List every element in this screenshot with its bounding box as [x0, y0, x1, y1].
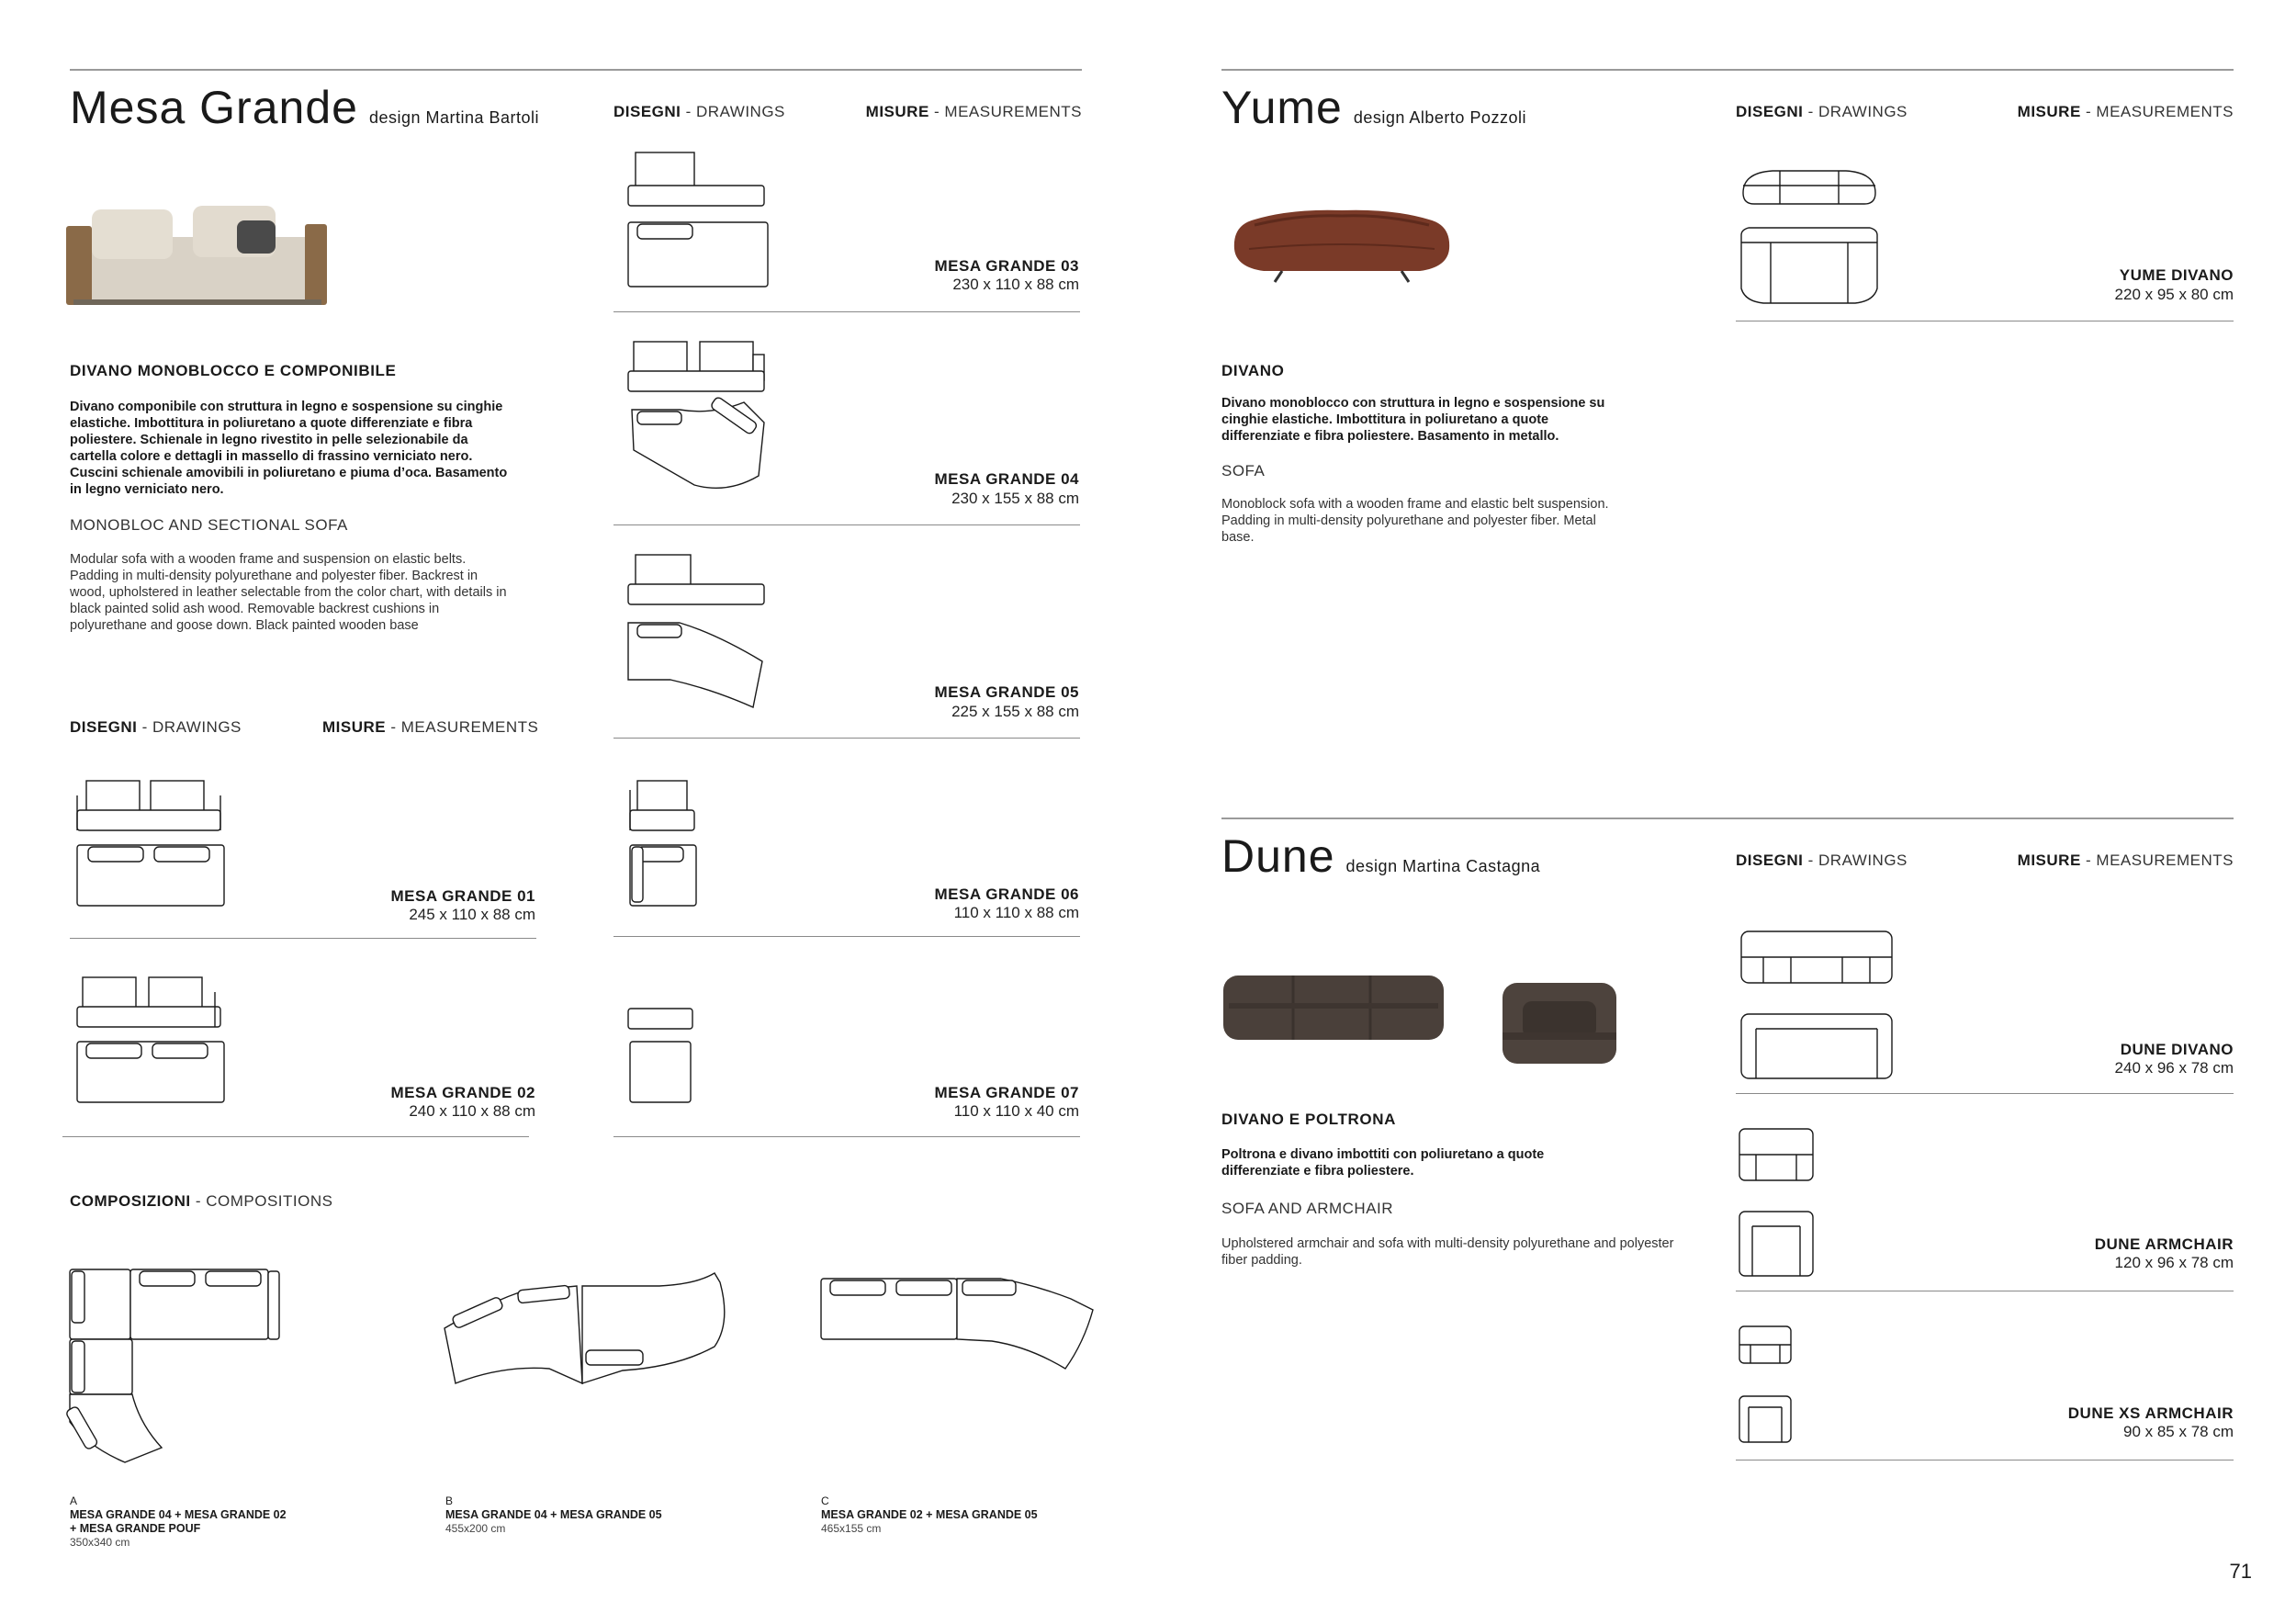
dune-measures-header: MISURE - MEASUREMENTS [2017, 851, 2234, 869]
composition-b-drawing [439, 1268, 742, 1387]
dune-armchair-dims: 120 x 96 x 78 cm [2114, 1254, 2234, 1271]
mesa-name: Mesa Grande [70, 82, 358, 133]
mesa-07-name: MESA GRANDE 07 [934, 1084, 1079, 1101]
mesa-06-name: MESA GRANDE 06 [934, 885, 1079, 903]
mesa-04-drawing [625, 338, 781, 503]
dune-en-title: SOFA AND ARMCHAIR [1221, 1200, 1394, 1217]
composition-b-name1: MESA GRANDE 04 + MESA GRANDE 05 [445, 1508, 662, 1521]
composition-a-letter: A [70, 1494, 78, 1507]
mesa-05-drawing [625, 551, 781, 716]
mesa-title [70, 81, 539, 134]
mesa-05-name: MESA GRANDE 05 [934, 683, 1079, 701]
mesa-07-rule [613, 1136, 1080, 1137]
mesa-01-drawing [70, 777, 235, 915]
mesa-02-dims: 240 x 110 x 88 cm [409, 1102, 535, 1120]
mesa-07-dims: 110 x 110 x 40 cm [953, 1102, 1079, 1120]
yume-it-title: DIVANO [1221, 362, 1285, 379]
mesa-03-drawing [625, 149, 781, 296]
composition-b-dims: 455x200 cm [445, 1522, 506, 1535]
mesa-measures-header: MISURE - MEASUREMENTS [865, 103, 1082, 120]
mesa-designer: design Martina Bartoli [368, 108, 540, 127]
yume-title [1221, 81, 1526, 134]
composition-a-name2: + MESA GRANDE POUF [70, 1522, 201, 1535]
mesa-07-drawing [625, 1005, 707, 1115]
dune-armchair-drawing [1736, 1125, 1818, 1281]
dune-title [1221, 829, 1540, 883]
composition-a-dims: 350x340 cm [70, 1536, 130, 1549]
yume-divano-name: YUME DIVANO [2119, 266, 2234, 284]
composition-c-drawing [817, 1268, 1102, 1387]
dune-it-title: DIVANO E POLTRONA [1221, 1111, 1396, 1128]
yume-divano-dims: 220 x 95 x 80 cm [2114, 286, 2234, 303]
composition-c-name1: MESA GRANDE 02 + MESA GRANDE 05 [821, 1508, 1038, 1521]
dune-divano-rule [1736, 1093, 2234, 1094]
mesa-01-rule [70, 938, 536, 939]
yume-it-text: Divano monoblocco con struttura in legno e sospensione su cinghie elastiche. Imbottitura in poliuretano a quote differenziate e fibra poliestere. Basamento in metallo. [1221, 396, 1605, 444]
yume-drawings-header: DISEGNI - DRAWINGS [1736, 103, 1908, 120]
dune-drawings-header: DISEGNI - DRAWINGS [1736, 851, 1908, 869]
mesa-it-text: Divano componibile con struttura in legno e sospensione su cinghie elastiche. Imbottitura in poliuretano a quote differenziate e fibra poliestere. Schienale in legno rivestito in pelle selezionabile da cartella colore e dettagli in massello di frassino verniciato nero. Cuscini schienale amovibili in poliuretano e piuma d’oca. Basamento in legno verniciato nero. [70, 400, 508, 497]
yume-sofa-photo [1227, 197, 1457, 289]
dune-name: Dune [1221, 830, 1335, 882]
dune-xs-armchair-drawing [1736, 1323, 1800, 1451]
dune-top-rule [1221, 818, 2234, 819]
dune-en-text: Upholstered armchair and sofa with multi-density polyurethane and polyester fiber padding. [1221, 1236, 1674, 1268]
yume-measures-header: MISURE - MEASUREMENTS [2017, 103, 2234, 120]
mesa-01-name: MESA GRANDE 01 [390, 887, 535, 905]
mesa-compositions-header: COMPOSIZIONI - COMPOSITIONS [70, 1192, 333, 1210]
yume-en-title: SOFA [1221, 462, 1266, 479]
mesa-02-rule [62, 1136, 529, 1137]
mesa-05-dims: 225 x 155 x 88 cm [951, 703, 1079, 720]
mesa-en-title: MONOBLOC AND SECTIONAL SOFA [70, 516, 348, 534]
mesa-03-dims: 230 x 110 x 88 cm [952, 276, 1079, 293]
dune-divano-drawing [1736, 928, 1901, 1084]
dune-divano-name: DUNE DIVANO [2120, 1041, 2234, 1058]
yume-top-rule [1221, 69, 2234, 71]
mesa-05-rule [613, 738, 1080, 739]
yume-en-text: Monoblock sofa with a wooden frame and elastic belt suspension. Padding in multi-density polyurethane and polyester fiber. Metal base. [1221, 497, 1609, 545]
dune-xs-armchair-dims: 90 x 85 x 78 cm [2122, 1423, 2234, 1440]
yume-designer: design Alberto Pozzoli [1353, 108, 1526, 127]
mesa-top-rule [70, 69, 1082, 71]
composition-c-letter: C [821, 1494, 829, 1507]
mesa-02-drawing [70, 974, 235, 1111]
composition-a-name1: MESA GRANDE 04 + MESA GRANDE 02 [70, 1508, 287, 1521]
mesa-measures-header-2: MISURE - MEASUREMENTS [322, 718, 539, 736]
mesa-04-dims: 230 x 155 x 88 cm [951, 490, 1079, 507]
yume-drawing [1736, 165, 1892, 312]
mesa-01-dims: 245 x 110 x 88 cm [409, 906, 535, 923]
mesa-04-name: MESA GRANDE 04 [934, 470, 1079, 488]
dune-armchair-name: DUNE ARMCHAIR [2094, 1235, 2234, 1253]
dune-it-text: Poltrona e divano imbottiti con poliuretano a quote differenziate e fibra poliestere. [1221, 1147, 1545, 1179]
composition-a-drawing [66, 1258, 287, 1470]
dune-divano-dims: 240 x 96 x 78 cm [2114, 1059, 2234, 1077]
mesa-sofa-photo [64, 193, 331, 308]
mesa-03-rule [613, 311, 1080, 312]
mesa-it-title: DIVANO MONOBLOCCO E COMPONIBILE [70, 362, 397, 379]
mesa-06-rule [613, 936, 1080, 937]
dune-xs-armchair-name: DUNE XS ARMCHAIR [2067, 1404, 2234, 1422]
mesa-en-text: Modular sofa with a wooden frame and suspension on elastic belts. Padding in multi-density polyurethane and polyester fiber. Backrest in wood, upholstered in leather selectable from the color chart, with details in black painted solid ash wood. Removable backrest cushions in polyurethane and goose down. Black painted wooden base [70, 552, 507, 633]
mesa-04-rule [613, 524, 1080, 525]
dune-sofa-photo [1220, 966, 1449, 1049]
composition-c-dims: 465x155 cm [821, 1522, 882, 1535]
mesa-drawings-header: DISEGNI - DRAWINGS [613, 103, 785, 120]
mesa-drawings-header-2: DISEGNI - DRAWINGS [70, 718, 242, 736]
dune-armchair-photo [1495, 974, 1624, 1075]
mesa-02-name: MESA GRANDE 02 [390, 1084, 535, 1101]
dune-designer: design Martina Castagna [1345, 857, 1541, 875]
mesa-06-dims: 110 x 110 x 88 cm [953, 904, 1079, 921]
composition-b-letter: B [445, 1494, 454, 1507]
mesa-03-name: MESA GRANDE 03 [934, 257, 1079, 275]
yume-name: Yume [1221, 82, 1343, 133]
page-number: 71 [2229, 1560, 2252, 1583]
mesa-06-drawing [625, 777, 707, 915]
